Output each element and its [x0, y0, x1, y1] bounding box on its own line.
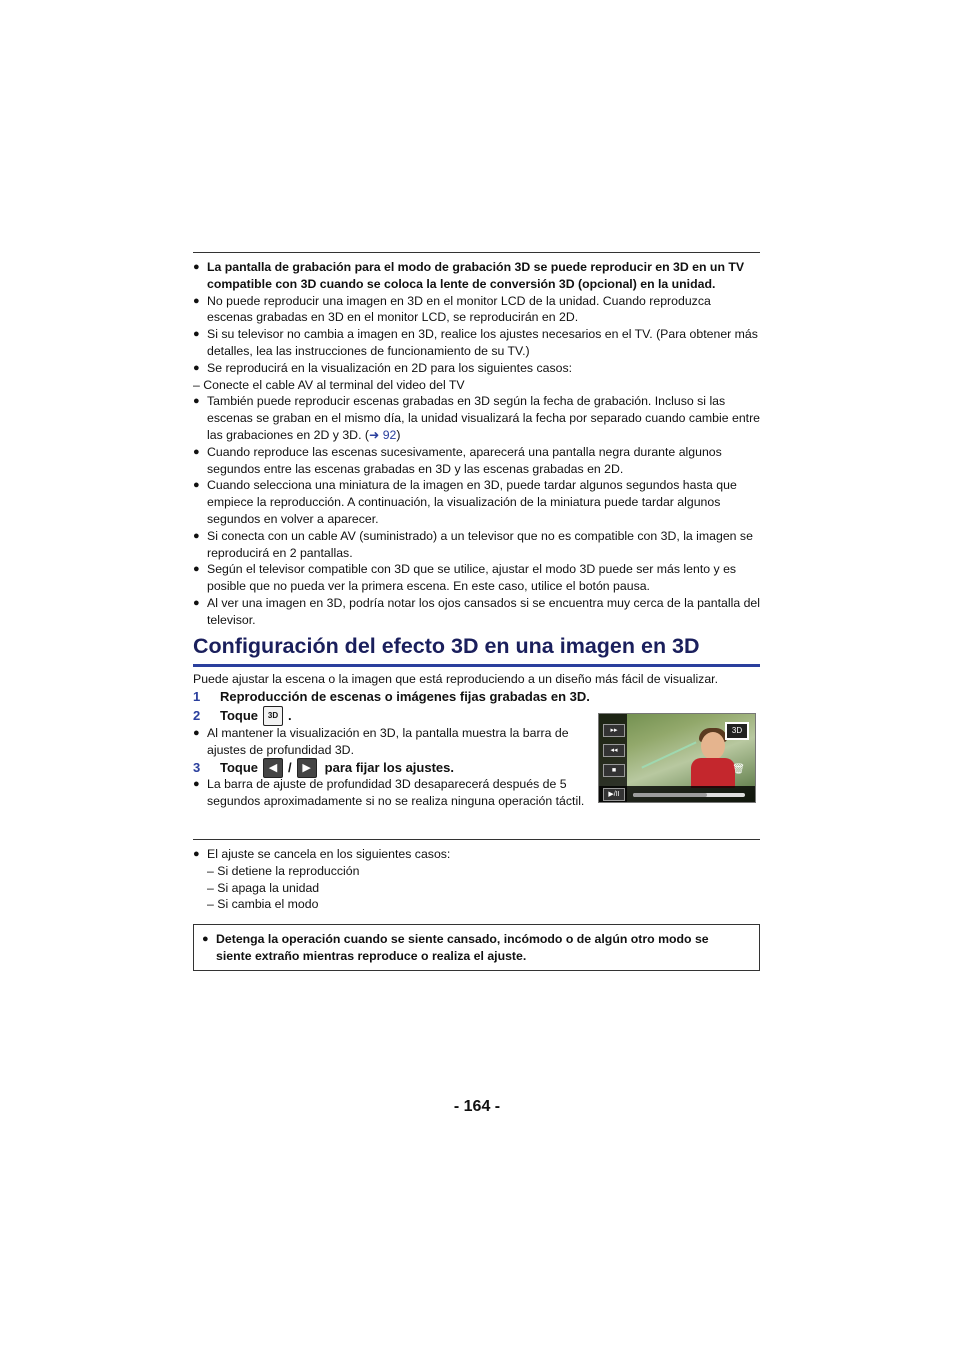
cancel-notes — [193, 846, 760, 913]
3d-depth-icon[interactable]: 3D — [263, 706, 283, 726]
warning-box — [193, 924, 760, 971]
step-3-notes — [193, 776, 585, 810]
page-number: - 164 - — [453, 1098, 501, 1115]
bullet-icon: ● — [193, 395, 200, 408]
fast-forward-icon[interactable]: ▸▸ — [603, 724, 625, 737]
note-item: ● Si conecta con un cable AV (suministrado) a un televisor que no es compatible con 3D, la imagen se reproducirá en 2 pantallas. — [193, 528, 753, 560]
step-number: 3 — [193, 760, 201, 775]
play-pause-icon[interactable]: ▶/II — [603, 788, 625, 801]
sub-item: – Conecte el cable AV al terminal del video del TV — [193, 377, 465, 392]
page-ref-link[interactable]: ➜ 92 — [369, 427, 397, 442]
note-item: ● Al mantener la visualización en 3D, la pantalla muestra la barra de ajustes de profundidad 3D. — [193, 726, 569, 757]
note-item: ● Según el televisor compatible con 3D que se utilice, ajustar el modo 3D puede ser más lento y es posible que no pueda ver la primera escena. En este caso, utilice el botón pausa. — [193, 562, 737, 594]
note-item: ● Se reproducirá en la visualización en 2D para los siguientes casos: – Conecte el cable AV al terminal del video del TV — [193, 360, 760, 394]
middle-rule — [193, 839, 760, 840]
sub-item: – Si detiene la reproducción — [207, 863, 360, 878]
child-face — [701, 732, 725, 760]
warning-item: ● Detenga la operación cuando se siente cansado, incómodo o de algún otro modo se siente extraño mientras reproduce o realiza el ajuste. — [202, 932, 709, 963]
note-item: ● También puede reproducir escenas grabadas en 3D según la fecha de grabación. Incluso si las escenas se graban en el mismo día, la unidad visualizará la fecha por separado cuando cambie entre las grabaciones en 2D y 3D. (➜ 92) — [193, 394, 761, 442]
note-item: ● La barra de ajuste de profundidad 3D desaparecerá después de 5 segundos aproximadamente si no se realiza ninguna operación táctil. — [193, 777, 585, 808]
bullet-icon: ● — [193, 261, 200, 273]
step-text: Toque — [220, 760, 259, 775]
note-item: ● Al ver una imagen en 3D, podría notar los ojos cansados si se encuentra muy cerca de la pantalla del televisor. — [193, 595, 760, 627]
bullet-icon: ● — [193, 529, 200, 542]
sub-item: – Si apaga la unidad — [207, 880, 320, 895]
bullet-icon: ● — [193, 361, 200, 374]
bullet-icon: ● — [202, 933, 209, 945]
step-number: 2 — [193, 708, 201, 723]
step-2-notes — [193, 725, 578, 759]
step-text-end: para fijar los ajustes. — [324, 760, 454, 775]
step-1 — [193, 688, 590, 706]
child-shirt — [691, 758, 735, 788]
bullet-icon: ● — [193, 727, 200, 739]
trash-icon[interactable]: 🗑 — [732, 764, 745, 775]
warning-list — [202, 931, 747, 965]
depth-slider-fill — [633, 793, 707, 797]
sub-item: – Si cambia el modo — [207, 897, 319, 912]
bullet-icon: ● — [193, 445, 200, 458]
left-arrow-icon[interactable]: ◀ — [263, 758, 283, 778]
intro-text: Puede ajustar la escena o la imagen que está reproduciendo a un diseño más fácil de visualizar. — [193, 672, 718, 686]
right-arrow-icon[interactable]: ▶ — [297, 758, 317, 778]
note-item: ● Si su televisor no cambia a imagen en 3D, realice los ajustes necesarios en el TV. (Para obtener más detalles, lea las instrucciones de funcionamiento de su TV.) — [193, 327, 758, 358]
bullet-icon: ● — [193, 294, 200, 307]
step-3 — [193, 758, 454, 778]
note-item: ● Cuando selecciona una miniatura de la imagen en 3D, puede tardar algunos segundos hasta que empiece la reproducción. A continuación, la visualización de la miniatura puede tardar algunos segundos en volver a aparecer. — [193, 478, 737, 526]
playback-screenshot — [598, 713, 756, 803]
notes-list — [193, 259, 760, 629]
step-text: Reproducción de escenas o imágenes fijas grabadas en 3D. — [220, 689, 590, 704]
step-text-end: . — [288, 708, 292, 723]
stop-icon[interactable]: ■ — [603, 764, 625, 777]
step-number: 1 — [193, 689, 201, 704]
swing-rope — [641, 741, 696, 768]
top-rule — [193, 252, 760, 253]
slash: / — [288, 760, 292, 775]
step-2 — [193, 706, 292, 726]
bullet-icon: ● — [193, 563, 200, 576]
section-title: Configuración del efecto 3D en una imagen en 3D — [193, 632, 760, 667]
bullet-icon: ● — [193, 596, 200, 609]
note-item: ● La pantalla de grabación para el modo de grabación 3D se puede reproducir en 3D en un TV compatible con 3D cuando se coloca la lente de conversión 3D (opcional) en la unidad. — [193, 260, 745, 291]
rewind-icon[interactable]: ◂◂ — [603, 744, 625, 757]
note-item: ● Cuando reproduce las escenas sucesivamente, aparecerá una pantalla negra durante algunos segundos entre las escenas grabadas en 3D y las escenas grabadas en 2D. — [193, 444, 722, 476]
note-item: ● El ajuste se cancela en los siguientes casos: – Si detiene la reproducción – Si apaga la unidad – Si cambia el modo — [193, 846, 760, 913]
step-text: Toque — [220, 708, 259, 723]
note-item: ● No puede reproducir una imagen en 3D en el monitor LCD de la unidad. Cuando reproduzca escenas grabadas en 3D en el monitor LCD, se reproducirán en 2D. — [193, 293, 711, 325]
bullet-icon: ● — [193, 848, 200, 860]
bullet-icon: ● — [193, 328, 200, 341]
bullet-icon: ● — [193, 778, 200, 790]
bullet-icon: ● — [193, 479, 200, 492]
3d-depth-icon[interactable]: 3D — [725, 722, 749, 740]
